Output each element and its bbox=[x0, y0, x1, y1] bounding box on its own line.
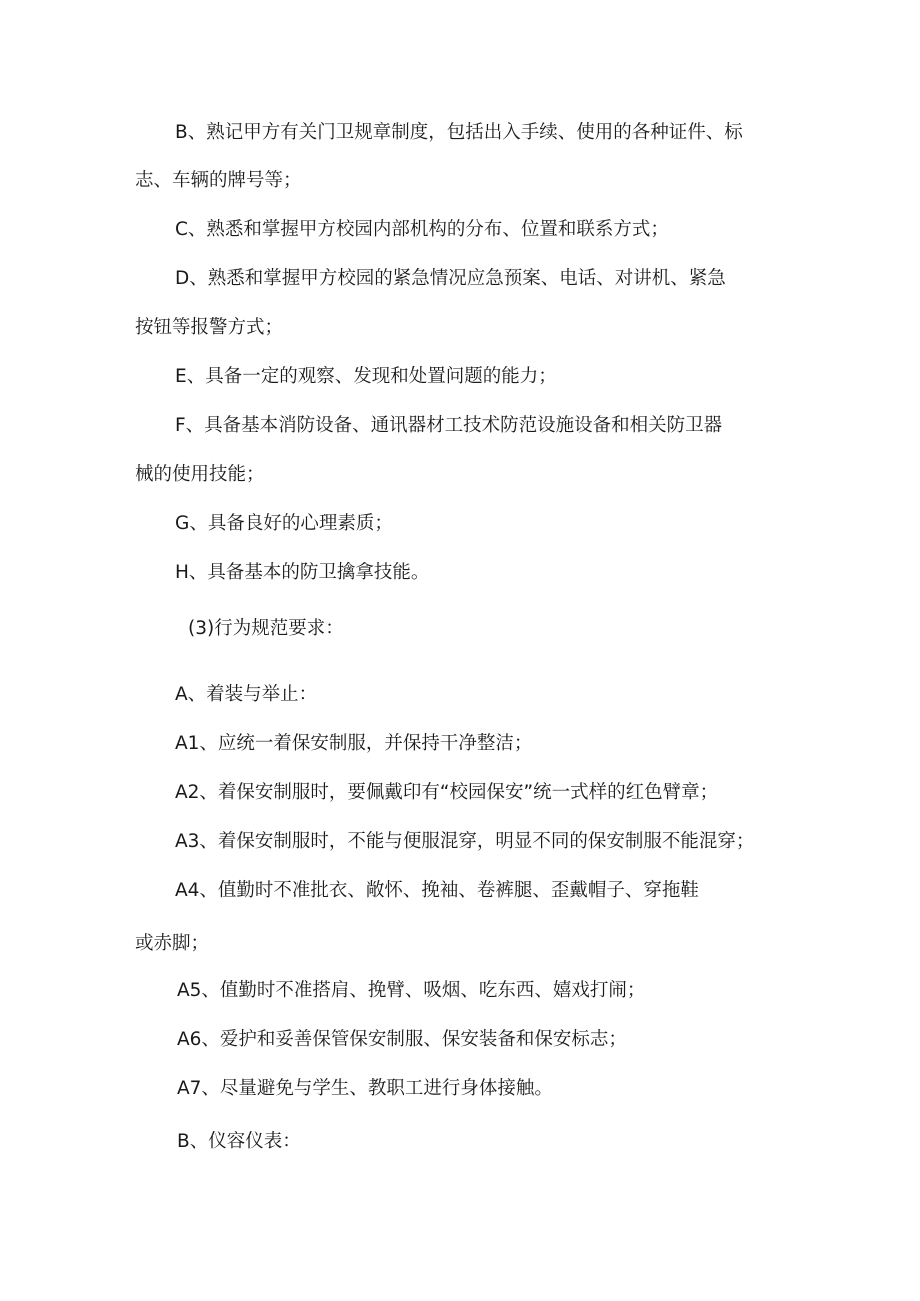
text-line: A3、着保安制服时，不能与便服混穿，明显不同的保安制服不能混穿； bbox=[175, 831, 755, 852]
text-line: A1、应统一着保安制服，并保持干净整洁； bbox=[175, 733, 533, 754]
text-line: 按钮等报警方式； bbox=[135, 317, 284, 338]
text-line: G、具备良好的心理素质； bbox=[175, 513, 393, 534]
text-line: A7、尽量避免与学生、教职工进行身体接触。 bbox=[177, 1078, 553, 1099]
text-line: E、具备一定的观察、发现和处置问题的能力； bbox=[175, 366, 557, 387]
subsection-heading: B、仪容仪表： bbox=[177, 1131, 301, 1152]
text-line: A6、爱护和妥善保管保安制服、保安装备和保安标志； bbox=[177, 1029, 627, 1050]
text-line: B、熟记甲方有关门卫规章制度，包括出入手续、使用的各种证件、标 bbox=[175, 122, 743, 143]
text-line: 或赤脚； bbox=[135, 933, 210, 954]
text-line: 械的使用技能； bbox=[135, 464, 265, 485]
text-line: D、熟悉和掌握甲方校园的紧急情况应急预案、电话、对讲机、紧急 bbox=[175, 268, 726, 289]
text-line: F、具备基本消防设备、通讯器材工技术防范设施设备和相关防卫器 bbox=[175, 415, 723, 436]
text-line: C、熟悉和掌握甲方校园内部机构的分布、位置和联系方式； bbox=[175, 219, 669, 240]
subsection-heading: A、着装与举止： bbox=[175, 684, 318, 705]
text-line: H、具备基本的防卫擒拿技能。 bbox=[175, 562, 430, 583]
text-line: A2、着保安制服时，要佩戴印有“校园保安”统一式样的红色臂章； bbox=[175, 782, 719, 803]
text-line: A4、值勤时不准批衣、敞怀、挽袖、卷裤腿、歪戴帽子、穿拖鞋 bbox=[175, 880, 699, 901]
section-heading: (3)行为规范要求： bbox=[188, 618, 344, 639]
text-line: 志、车辆的牌号等； bbox=[135, 170, 302, 191]
text-line: A5、值勤时不准搭肩、挽臂、吸烟、吃东西、嬉戏打闹； bbox=[177, 980, 646, 1001]
